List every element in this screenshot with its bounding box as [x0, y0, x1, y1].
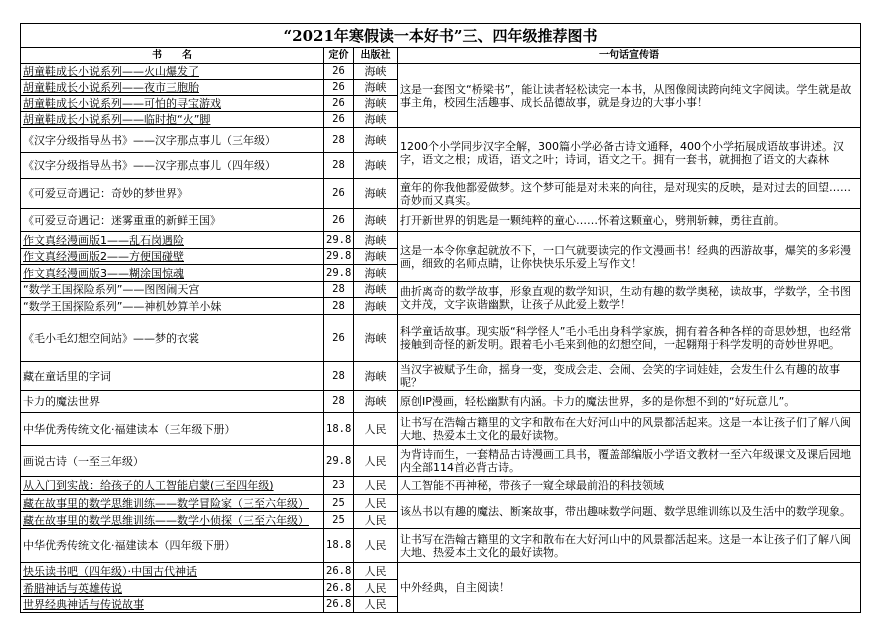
book-publisher: 人民 — [354, 529, 398, 563]
book-publisher: 人民 — [354, 512, 398, 529]
book-name: 藏在故事里的数学思维训练——数学小侦探（三至六年级） — [21, 512, 324, 529]
book-name: 《毛小毛幻想空间站》——梦的衣裳 — [21, 315, 324, 362]
book-publisher: 人民 — [354, 495, 398, 512]
book-slogan: 中外经典，自主阅读！ — [398, 563, 861, 613]
book-publisher: 人民 — [354, 597, 398, 613]
book-slogan: 当汉字被赋予生命，摇身一变，变成会走、会闹、会笑的字词娃娃，会发生什么有趣的故事呢？ — [398, 362, 861, 391]
book-slogan: 科学童话故事。现实版“科学怪人”毛小毛出身科学家族，拥有着各种各样的奇思妙想，也经常接触到奇怪的新发明。跟着毛小毛来到他的幻想空间，一起翱翔于科学发明的奇妙世界吧。 — [398, 315, 861, 362]
book-price: 26 — [324, 112, 354, 128]
book-publisher: 海峡 — [354, 128, 398, 153]
table-row — [21, 446, 861, 477]
header-price: 定价 — [324, 48, 354, 64]
book-name: “数学王国探险系列”——神机妙算羊小妹 — [21, 298, 324, 315]
book-price: 28 — [324, 391, 354, 413]
table-row — [21, 128, 861, 153]
book-price: 26.8 — [324, 563, 354, 580]
book-slogan: 让书写在浩翰古籍里的文字和散布在大好河山中的风景都活起来。这是一本让孩子们了解八闽大地、热爱本土文化的最好读物。 — [398, 413, 861, 446]
book-publisher: 海峡 — [354, 96, 398, 112]
book-publisher: 海峡 — [354, 315, 398, 362]
book-name: 从入门到实战：给孩子的人工智能启蒙(三至四年级) — [21, 477, 324, 495]
book-slogan: 原创IP漫画，轻松幽默有内涵。卡力的魔法世界，多的是你想不到的“好玩意儿”。 — [398, 391, 861, 413]
book-name: 希腊神话与英雄传说 — [21, 580, 324, 597]
book-price: 18.8 — [324, 529, 354, 563]
table-row — [21, 282, 861, 298]
book-publisher: 海峡 — [354, 391, 398, 413]
book-name: 藏在故事里的数学思维训练——数学冒险家（三至六年级） — [21, 495, 324, 512]
table-row — [21, 529, 861, 563]
book-name: “数学王国探险系列”——图图闹天宫 — [21, 282, 324, 298]
book-name: 胡童鞋成长小说系列——可怕的寻宝游戏 — [21, 96, 324, 112]
book-name: 《汉字分级指导丛书》——汉字那点事儿（三年级） — [21, 128, 324, 153]
book-publisher: 海峡 — [354, 80, 398, 96]
book-name: 画说古诗（一至三年级） — [21, 446, 324, 477]
book-slogan: 为背诗而生，一套精品古诗漫画工具书，覆盖部编版小学语文教材一至六年级课文及课后园地内全部114首必背古诗。 — [398, 446, 861, 477]
book-name: 中华优秀传统文化·福建读本（四年级下册） — [21, 529, 324, 563]
book-price: 26.8 — [324, 597, 354, 613]
book-price: 28 — [324, 362, 354, 391]
book-publisher: 海峡 — [354, 282, 398, 298]
table-row — [21, 477, 861, 495]
book-price: 26 — [324, 96, 354, 112]
book-price: 28 — [324, 298, 354, 315]
book-price: 26.8 — [324, 580, 354, 597]
book-slogan: 1200个小学同步汉字全解，300篇小学必备古诗文通释，400个小学拓展成语故事讲述。汉字，语文之根；成语，语文之叶；诗词，语文之干。拥有一套书，就拥抱了语文的大森林 — [398, 128, 861, 179]
book-price: 29.8 — [324, 265, 354, 282]
book-price: 28 — [324, 282, 354, 298]
book-price: 25 — [324, 512, 354, 529]
book-name: 胡童鞋成长小说系列——火山爆发了 — [21, 64, 324, 80]
book-name: 作文真经漫画版3——糊涂国惊魂 — [21, 265, 324, 282]
book-name: 胡童鞋成长小说系列——夜市三胞胎 — [21, 80, 324, 96]
book-price: 26 — [324, 315, 354, 362]
book-slogan: 童年的你我他都爱做梦。这个梦可能是对未来的向往，是对现实的反映，是对过去的回望……奇妙而又真实。 — [398, 179, 861, 209]
book-publisher: 海峡 — [354, 249, 398, 265]
book-publisher: 海峡 — [354, 232, 398, 249]
book-publisher: 海峡 — [354, 179, 398, 209]
book-slogan: 人工智能不再神秘，带孩子一窥全球最前沿的科技领域 — [398, 477, 861, 495]
table-title: “2021年寒假读一本好书”三、四年级推荐图书 — [21, 24, 861, 48]
book-name: 世界经典神话与传说故事 — [21, 597, 324, 613]
book-name: 《汉字分级指导丛书》——汉字那点事儿（四年级） — [21, 153, 324, 179]
book-price: 23 — [324, 477, 354, 495]
book-publisher: 海峡 — [354, 64, 398, 80]
book-name: 作文真经漫画版1——乱石岗遇险 — [21, 232, 324, 249]
book-publisher: 人民 — [354, 446, 398, 477]
table-row — [21, 495, 861, 512]
table-row — [21, 64, 861, 80]
book-price: 29.8 — [324, 249, 354, 265]
book-publisher: 海峡 — [354, 112, 398, 128]
table-row — [21, 413, 861, 446]
book-publisher: 海峡 — [354, 153, 398, 179]
book-slogan: 曲折离奇的数学故事，形象直观的数学知识，生动有趣的数学奥秘，读故事，学数学，全书图文并茂，文字诙谐幽默，让孩子从此爱上数学！ — [398, 282, 861, 315]
book-price: 18.8 — [324, 413, 354, 446]
book-publisher: 人民 — [354, 477, 398, 495]
book-price: 29.8 — [324, 232, 354, 249]
book-publisher: 海峡 — [354, 265, 398, 282]
table-row — [21, 563, 861, 580]
book-slogan: 该丛书以有趣的魔法、断案故事，带出趣味数学问题、数学思维训练以及生活中的数学现象。 — [398, 495, 861, 529]
book-name: 《可爱豆奇遇记：迷雾重重的新鲜王国》 — [21, 209, 324, 232]
book-name: 快乐读书吧（四年级）·中国古代神话 — [21, 563, 324, 580]
header-publisher: 出版社 — [354, 48, 398, 64]
book-price: 26 — [324, 209, 354, 232]
book-name: 胡童鞋成长小说系列——临时抱“火”脚 — [21, 112, 324, 128]
header-slogan: 一句话宣传语 — [398, 48, 861, 64]
book-name: 藏在童话里的字词 — [21, 362, 324, 391]
book-price: 28 — [324, 128, 354, 153]
table-row — [21, 179, 861, 209]
book-slogan: 这是一套图文“桥梁书”，能让读者轻松读完一本书，从图像阅读跨向纯文字阅读。学生就是故事主角，校园生活趣事、成长品德故事，就是身边的大事小事！ — [398, 64, 861, 128]
book-publisher: 人民 — [354, 413, 398, 446]
book-publisher: 海峡 — [354, 298, 398, 315]
book-price: 26 — [324, 179, 354, 209]
table-row — [21, 232, 861, 249]
book-name: 中华优秀传统文化·福建读本（三年级下册） — [21, 413, 324, 446]
table-row — [21, 209, 861, 232]
header-name: 书 名 — [21, 48, 324, 64]
book-name: 《可爱豆奇遇记：奇妙的梦世界》 — [21, 179, 324, 209]
book-price: 28 — [324, 153, 354, 179]
book-price: 29.8 — [324, 446, 354, 477]
book-slogan: 让书写在浩翰古籍里的文字和散布在大好河山中的风景都活起来。这是一本让孩子们了解八闽大地、热爱本土文化的最好读物。 — [398, 529, 861, 563]
book-name: 卡力的魔法世界 — [21, 391, 324, 413]
book-list-table — [20, 23, 861, 613]
table-row — [21, 315, 861, 362]
book-publisher: 海峡 — [354, 362, 398, 391]
table-row — [21, 362, 861, 391]
book-publisher: 人民 — [354, 580, 398, 597]
book-publisher: 海峡 — [354, 209, 398, 232]
book-price: 26 — [324, 80, 354, 96]
book-price: 26 — [324, 64, 354, 80]
table-row — [21, 391, 861, 413]
book-name: 作文真经漫画版2——方便国碰壁 — [21, 249, 324, 265]
book-price: 25 — [324, 495, 354, 512]
book-publisher: 人民 — [354, 563, 398, 580]
book-slogan: 打开新世界的钥匙是一颗纯粹的童心……怀着这颗童心，劈荆斩棘，勇往直前。 — [398, 209, 861, 232]
book-slogan: 这是一本令你拿起就放不下，一口气就要读完的作文漫画书！经典的西游故事，爆笑的多彩漫画，细致的名师点睛，让你快快乐乐爱上写作文！ — [398, 232, 861, 282]
